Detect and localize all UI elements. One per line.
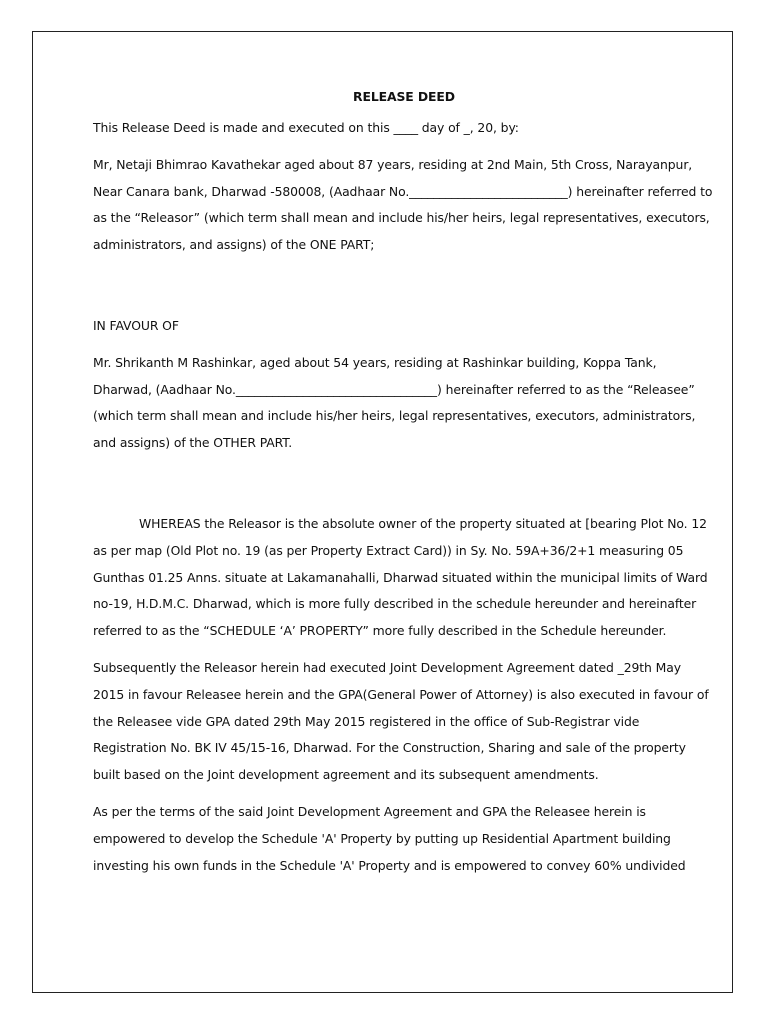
releasor-paragraph: Mr, Netaji Bhimrao Kavathekar aged about 87 years, residing at 2nd Main, 5th Cross, Narayanpur, Near Canara bank, Dharwad -580008, (Aadhaar No.__________________________) hereinafter referred to as the “Releasor” (which term shall mean and include his/her heirs, legal representatives, executors, administrators, and assigns) of the ONE PART; <box>93 156 713 253</box>
spacer <box>93 467 715 511</box>
whereas-paragraph: WHEREAS the Releasor is the absolute owner of the property situated at [bearing Plot No. 12 as per map (Old Plot no. 19 (as per Property Extract Card)) in Sy. No. 59A+36/2+1 measuring 05 Gunthas 01.25 Anns. situate at Lakamanahalli, Dharwad situated within the municipal limits of Ward no-19, H.D.M.C. Dharwad, which is more fully described in the schedule hereunder and hereinafter referred to as the “SCHEDULE ‘A’ PROPERTY” more fully described in the Schedule hereunder. <box>93 515 708 639</box>
document-title: RELEASE DEED <box>353 89 455 104</box>
intro-paragraph: This Release Deed is made and executed on this ____ day of _, 20, by: <box>93 120 519 135</box>
document-body <box>93 88 715 889</box>
terms-paragraph: As per the terms of the said Joint Development Agreement and GPA the Releasee herein is empowered to develop the Schedule 'A' Property by putting up Residential Apartment building investing his own funds in the Schedule 'A' Property and is empowered to convey 60% undivided <box>93 803 686 873</box>
releasee-paragraph: Mr. Shrikanth M Rashinkar, aged about 54 years, residing at Rashinkar building, Koppa Tank, Dharwad, (Aadhaar No._________________________________) hereinafter referred to as the “Releasee” (which term shall mean and include his/her heirs, legal representatives, executors, administrators, and assigns) of the OTHER PART. <box>93 354 696 451</box>
in-favour-of-heading: IN FAVOUR OF <box>93 317 179 333</box>
spacer <box>93 269 715 313</box>
subsequently-paragraph: Subsequently the Releasor herein had executed Joint Development Agreement dated _29th May 2015 in favour Releasee herein and the GPA(General Power of Attorney) is also executed in favour of the Releasee vide GPA dated 29th May 2015 registered in the office of Sub-Registrar vide Registration No. BK IV 45/15-16, Dharwad. For the Construction, Sharing and sale of the property built based on the Joint development agreement and its subsequent amendments. <box>93 659 709 783</box>
